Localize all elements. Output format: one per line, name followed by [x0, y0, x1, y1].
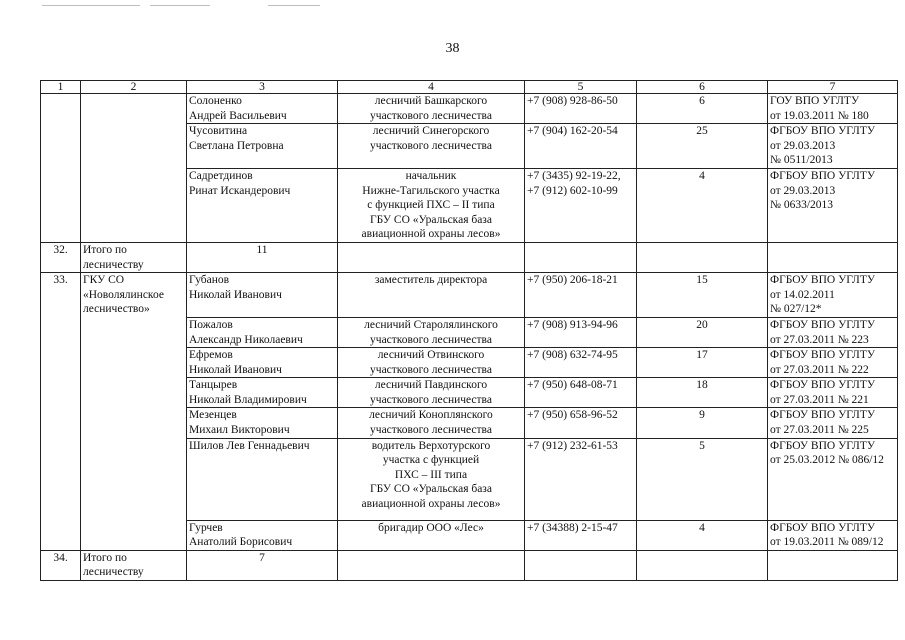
column-number: 3 — [187, 81, 338, 94]
empty-cell — [768, 550, 898, 580]
empty-cell — [525, 550, 637, 580]
cell-line: от 29.03.2013 — [770, 139, 836, 152]
cell-line: ФГБОУ ВПО УГЛТУ — [770, 439, 875, 452]
cell-line: Нижне-Тагильского участка — [362, 184, 500, 197]
phone-cell — [525, 378, 637, 408]
cell-line: от 27.03.2011 № 221 — [770, 393, 869, 406]
position-cell — [338, 378, 525, 408]
cell-line: от 19.03.2011 № 089/12 — [770, 536, 884, 549]
count-cell: 9 — [637, 408, 768, 438]
person-cell — [187, 317, 338, 347]
cell-line: ГБУ СО «Уральская база — [370, 213, 492, 226]
cell-line: Итого по — [83, 243, 127, 256]
cell-line: ФГБОУ ВПО УГЛТУ — [770, 125, 875, 138]
cell-line: ФГБОУ ВПО УГЛТУ — [770, 318, 875, 331]
cell-line: участкового лесничества — [370, 393, 492, 406]
scan-edge-line — [42, 5, 140, 6]
cell-line: +7 (908) 913-94-96 — [527, 318, 618, 331]
cell-line: Александр Николаевич — [189, 333, 303, 346]
cell-line: лесничий Павдинского — [374, 379, 488, 392]
cell-line: +7 (912) 232-61-53 — [527, 439, 618, 452]
position-cell — [338, 348, 525, 378]
count-cell: 4 — [637, 168, 768, 242]
certificate-cell — [768, 378, 898, 408]
cell-line: участкового лесничества — [370, 139, 492, 152]
cell-line: ПХС – III типа — [394, 468, 468, 481]
position-cell — [338, 408, 525, 438]
cell-line: Солоненко — [189, 95, 242, 107]
cell-line: от 14.02.2011 — [770, 288, 835, 301]
cell-line: ГБУ СО «Уральская база — [370, 483, 492, 496]
column-number: 4 — [338, 81, 525, 94]
cell-line: +7 (950) 658-96-52 — [527, 409, 618, 422]
cell-line: Шилов Лев Геннадьевич — [189, 439, 310, 452]
certificate-cell — [768, 168, 898, 242]
cell-line: Николай Иванович — [189, 363, 282, 376]
cell-line: +7 (904) 162-20-54 — [527, 125, 618, 138]
person-cell — [187, 168, 338, 242]
person-cell — [187, 273, 338, 318]
cell-line: ФГБОУ ВПО УГЛТУ — [770, 169, 875, 182]
cell-line: +7 (950) 648-08-71 — [527, 379, 618, 392]
cell-line: +7 (34388) 2-15-47 — [527, 521, 618, 534]
cell-line: Андрей Васильевич — [189, 109, 287, 122]
cell-line: лесничеству — [83, 258, 144, 271]
empty-cell — [637, 550, 768, 580]
count-cell: 18 — [637, 378, 768, 408]
cell-line: лесничий Отвинского — [377, 349, 485, 362]
person-cell — [187, 520, 338, 550]
certificate-cell — [768, 317, 898, 347]
empty-cell — [338, 242, 525, 272]
cell-line: с функцией ПХС – II типа — [367, 199, 495, 212]
cell-line: ГКУ СО — [83, 274, 125, 287]
cell-line: от 27.03.2011 № 222 — [770, 363, 869, 376]
cell-line: участкового лесничества — [370, 424, 492, 437]
cell-line: лесничий Старолялинского — [364, 318, 498, 331]
organization-cell — [81, 550, 187, 580]
cell-line: ФГБОУ ВПО УГЛТУ — [770, 521, 875, 534]
total-row — [41, 550, 898, 580]
cell-line: от 29.03.2013 — [770, 184, 836, 197]
position-cell — [338, 94, 525, 124]
total-row — [41, 242, 898, 272]
page-number: 38 — [445, 41, 460, 56]
cell-line: заместитель директора — [374, 274, 488, 287]
total-count-cell: 11 — [187, 242, 338, 272]
cell-line: начальник — [405, 169, 457, 182]
cell-line: участка с функцией — [382, 454, 480, 467]
column-number: 2 — [81, 81, 187, 94]
row-number-cell: 33. — [41, 273, 81, 551]
position-cell — [338, 124, 525, 169]
cell-line: +7 (3435) 92-19-22, — [527, 169, 621, 182]
cell-line: участкового лесничества — [370, 363, 492, 376]
certificate-cell — [768, 273, 898, 318]
cell-line: Николай Владимирович — [189, 393, 307, 406]
cell-line: «Новолялинское — [83, 288, 164, 301]
cell-line: Анатолий Борисович — [189, 536, 293, 549]
row-number-cell — [41, 94, 81, 243]
person-cell — [187, 378, 338, 408]
cell-line: лесничий Башкарского — [374, 95, 488, 107]
phone-cell — [525, 273, 637, 318]
cell-line: от 27.03.2011 № 223 — [770, 333, 869, 346]
empty-cell — [768, 242, 898, 272]
person-cell — [187, 348, 338, 378]
cell-line: Танцырев — [189, 379, 238, 392]
person-cell — [187, 124, 338, 169]
organization-cell — [81, 94, 187, 243]
phone-cell — [525, 520, 637, 550]
cell-line: ФГБОУ ВПО УГЛТУ — [770, 274, 875, 287]
position-cell — [338, 317, 525, 347]
cell-line: Садретдинов — [189, 169, 253, 182]
empty-cell — [637, 242, 768, 272]
cell-line: +7 (908) 632-74-95 — [527, 349, 618, 362]
table-row — [41, 94, 898, 124]
count-cell: 5 — [637, 438, 768, 520]
certificate-cell — [768, 408, 898, 438]
count-cell: 20 — [637, 317, 768, 347]
organization-cell — [81, 273, 187, 551]
cell-line: от 19.03.2011 № 180 — [770, 109, 869, 122]
cell-line: ФГБОУ ВПО УГЛТУ — [770, 379, 875, 392]
row-number-cell: 32. — [41, 242, 81, 272]
cell-line: Итого по — [83, 551, 127, 564]
position-cell — [338, 520, 525, 550]
phone-cell — [525, 124, 637, 169]
phone-cell — [525, 317, 637, 347]
column-number: 6 — [637, 81, 768, 94]
column-number: 5 — [525, 81, 637, 94]
cell-line: Светлана Петровна — [189, 139, 284, 152]
cell-line: № 0511/2013 — [770, 154, 833, 167]
column-number-row — [41, 81, 898, 94]
cell-line: Мезенцев — [189, 409, 237, 422]
row-number-cell: 34. — [41, 550, 81, 580]
position-cell — [338, 273, 525, 318]
person-cell — [187, 408, 338, 438]
cell-line: лесничеству — [83, 566, 144, 579]
position-cell — [338, 168, 525, 242]
cell-line: от 27.03.2011 № 225 — [770, 424, 869, 437]
cell-line: ФГБОУ ВПО УГЛТУ — [770, 349, 875, 362]
staff-table — [40, 80, 898, 581]
certificate-cell — [768, 438, 898, 520]
cell-line: Михаил Викторович — [189, 424, 290, 437]
cell-line: лесничий Синегорского — [372, 125, 490, 138]
cell-line: Чусовитина — [189, 125, 248, 138]
cell-line: лесничий Коноплянского — [369, 409, 493, 422]
total-count-cell: 7 — [187, 550, 338, 580]
certificate-cell — [768, 94, 898, 124]
cell-line: Губанов — [189, 274, 230, 287]
cell-line: № 0633/2013 — [770, 199, 834, 212]
cell-line: +7 (912) 602-10-99 — [527, 184, 618, 197]
person-cell — [187, 94, 338, 124]
person-cell — [187, 438, 338, 520]
cell-line: участкового лесничества — [370, 333, 492, 346]
cell-line: от 25.03.2012 № 086/12 — [770, 454, 884, 467]
column-number: 7 — [768, 81, 898, 94]
phone-cell — [525, 94, 637, 124]
count-cell: 4 — [637, 520, 768, 550]
cell-line: ГОУ ВПО УГЛТУ — [770, 95, 860, 107]
scan-edge-line — [150, 5, 210, 6]
cell-line: авиационной охраны лесов» — [361, 228, 501, 241]
empty-cell — [338, 550, 525, 580]
table-row — [41, 273, 898, 318]
cell-line: +7 (908) 928-86-50 — [527, 95, 618, 107]
cell-line: водитель Верхотурского — [371, 439, 491, 452]
cell-line: бригадир ООО «Лес» — [378, 521, 484, 534]
position-cell — [338, 438, 525, 520]
phone-cell — [525, 438, 637, 520]
count-cell: 17 — [637, 348, 768, 378]
phone-cell — [525, 168, 637, 242]
certificate-cell — [768, 348, 898, 378]
phone-cell — [525, 408, 637, 438]
cell-line: Ефремов — [189, 349, 233, 362]
cell-line: Николай Иванович — [189, 288, 282, 301]
phone-cell — [525, 348, 637, 378]
cell-line: Пожалов — [189, 318, 233, 331]
cell-line: Ринат Искандерович — [189, 184, 291, 197]
cell-line: Гурчев — [189, 521, 223, 534]
count-cell: 6 — [637, 94, 768, 124]
count-cell: 25 — [637, 124, 768, 169]
empty-cell — [525, 242, 637, 272]
certificate-cell — [768, 124, 898, 169]
cell-line: ФГБОУ ВПО УГЛТУ — [770, 409, 875, 422]
certificate-cell — [768, 520, 898, 550]
cell-line: № 027/12* — [770, 303, 822, 316]
cell-line: участкового лесничества — [370, 109, 492, 122]
count-cell: 15 — [637, 273, 768, 318]
scan-edge-line — [268, 5, 320, 6]
column-number: 1 — [41, 81, 81, 94]
cell-line: +7 (950) 206-18-21 — [527, 274, 618, 287]
organization-cell — [81, 242, 187, 272]
cell-line: лесничество» — [83, 303, 150, 316]
cell-line: авиационной охраны лесов» — [361, 498, 501, 511]
